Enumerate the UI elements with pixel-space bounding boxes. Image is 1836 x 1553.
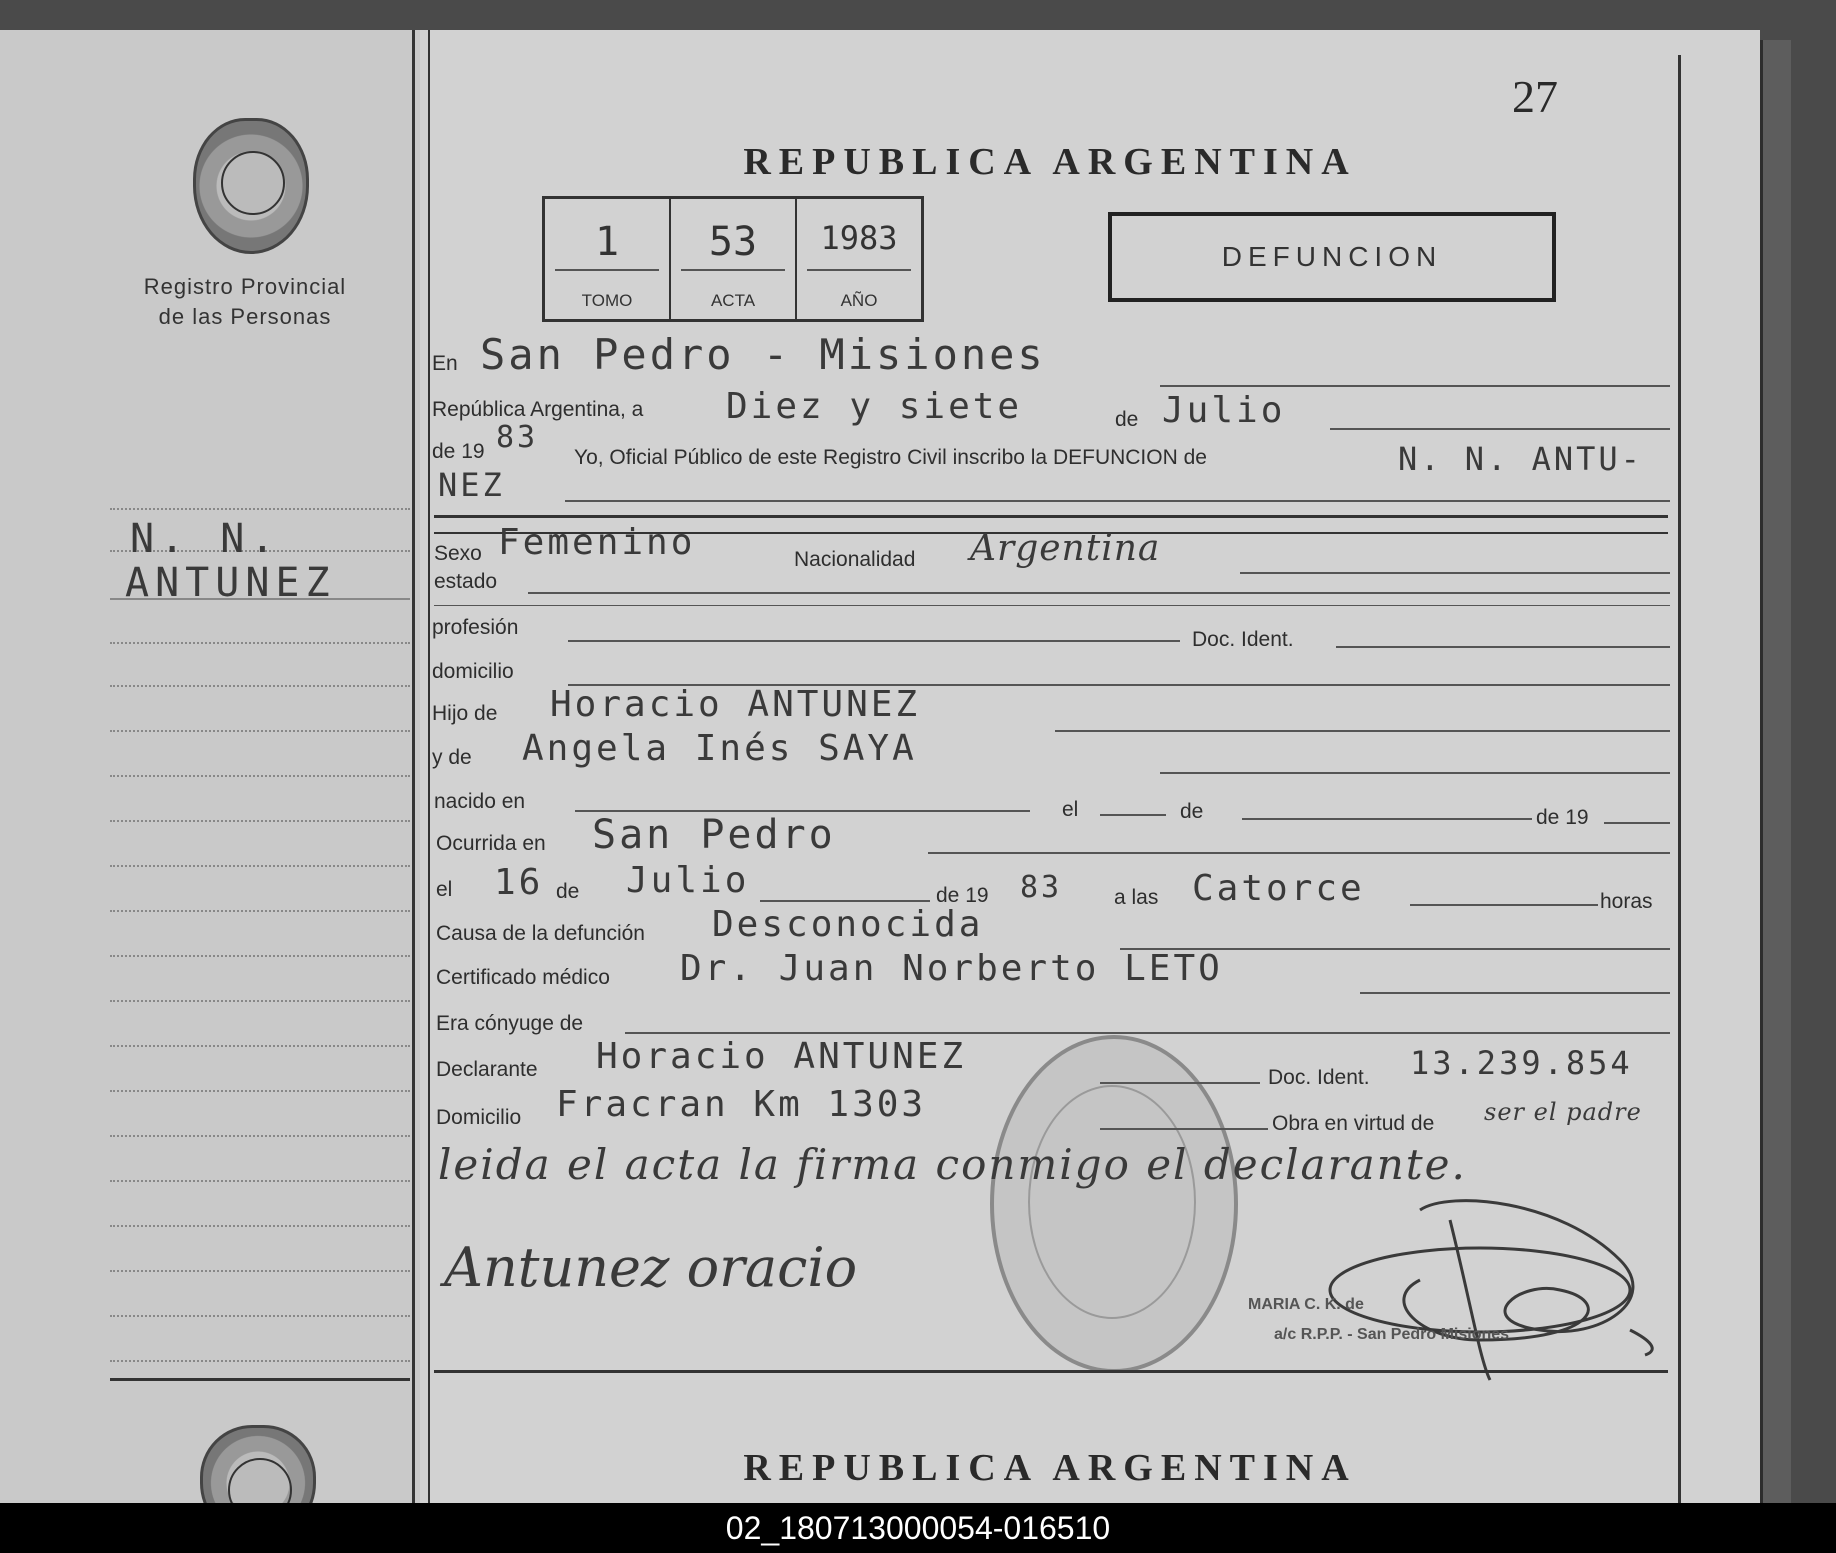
registry-name-line2: de las Personas [158,304,332,329]
hour-value: Catorce [1192,868,1365,909]
declarante-value: Horacio ANTUNEZ [596,1036,967,1077]
acta-label: ACTA [710,291,756,310]
death-year-value: 83 [1020,870,1063,905]
a-las-label: a las [1114,886,1159,909]
acta-value: 53 [681,219,785,271]
registry-name-line1: Registro Provincial [143,274,347,299]
day-value: Diez y siete [726,386,1023,427]
record-type-box: DEFUNCION [1108,212,1556,302]
domicilio2-value: Fracran Km 1303 [556,1084,927,1125]
declarante-doc-value: 13.239.854 [1410,1044,1633,1082]
estado-label: estado [434,570,498,593]
mother-value: Angela Inés SAYA [522,728,917,769]
declarante-label: Declarante [436,1058,538,1081]
certificado-value: Dr. Juan Norberto LETO [680,948,1223,989]
sexo-label: Sexo [434,542,482,565]
de19-label-3: de 19 [936,884,989,907]
deceased-value-1: N. N. ANTU- [1398,440,1643,478]
obra-value: ser el padre [1484,1098,1642,1126]
footer-country: REPUBLICA ARGENTINA [743,1447,1357,1489]
horas-label: horas [1600,890,1653,913]
month-value: Julio [1162,390,1286,431]
closing-text: leida el acta la firma conmigo el declarante. [438,1140,1467,1189]
deceased-value-2: NEZ [438,466,505,504]
el2-label: el [436,878,453,901]
de19-label-2: de 19 [1536,806,1589,829]
de3-label: de [556,880,580,903]
header-country: REPUBLICA ARGENTINA [743,141,1357,183]
ano-label: AÑO [840,291,878,310]
domicilio2-label: Domicilio [436,1106,522,1129]
margin-name-line2: ANTUNEZ [125,560,336,606]
doc-ident2-label: Doc. Ident. [1268,1066,1370,1089]
tomo-value: 1 [555,219,659,271]
death-day-value: 16 [494,862,544,903]
conyuge-label: Era cónyuge de [436,1012,584,1035]
image-caption: 02_180713000054-016510 [0,1503,1836,1553]
doc-ident-label: Doc. Ident. [1192,628,1294,651]
father-value: Horacio ANTUNEZ [550,684,921,725]
ano-value: 1983 [807,219,911,271]
tomo-label: TOMO [581,291,633,310]
declarant-signature: Antunez oracio [444,1236,858,1299]
causa-value: Desconocida [712,904,984,945]
ocurrida-value: San Pedro [592,812,836,858]
statement-text: Yo, Oficial Público de este Registro Civil inscribo la DEFUNCION de [574,446,1207,469]
margin-name-line1: N. N. [130,516,281,562]
profesion-label: profesión [432,616,519,639]
y-de-label: y de [432,746,472,769]
certificado-label: Certificado médico [436,966,610,989]
official-stamp-line1: MARIA C. K. de [1248,1296,1364,1313]
domicilio-label: domicilio [432,660,514,683]
de-label-2: de [1180,800,1204,823]
republica-label: República Argentina, a [432,398,644,421]
sexo-value: Femenino [498,522,696,563]
de19-label: de 19 [432,440,485,463]
hijo-label: Hijo de [432,702,498,725]
year-value: 83 [496,420,539,455]
de-label: de [1115,408,1139,431]
en-label: En [432,352,458,375]
obra-label: Obra en virtud de [1272,1112,1435,1135]
ocurrida-label: Ocurrida en [436,832,546,855]
death-month-value: Julio [626,860,750,901]
page-number: 27 [1512,71,1558,122]
official-stamp-line2: a/c R.P.P. - San Pedro Misiones [1274,1326,1510,1343]
causa-label: Causa de la defunción [436,922,645,945]
el-label: el [1062,798,1079,821]
nacido-label: nacido en [434,790,526,813]
nacionalidad-label: Nacionalidad [794,548,916,571]
en-value: San Pedro - Misiones [480,330,1046,379]
nacionalidad-value: Argentina [970,528,1161,569]
